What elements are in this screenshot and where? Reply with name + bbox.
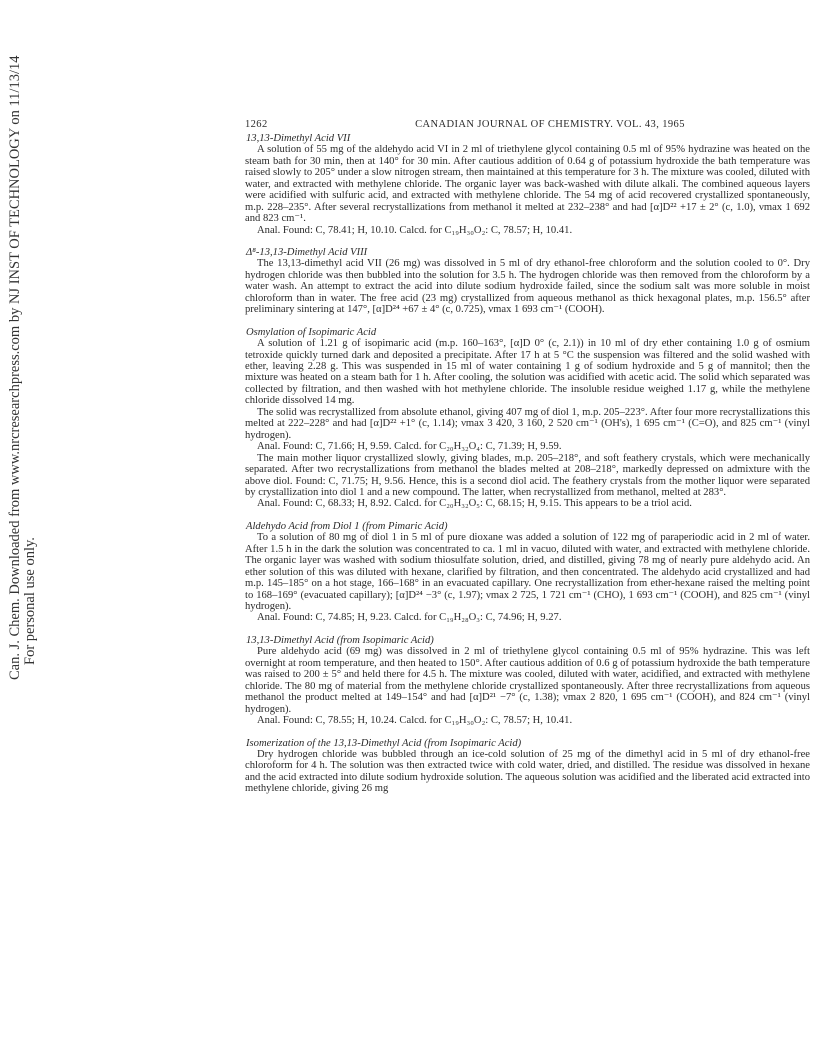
paragraph: The solid was recrystallized from absolute ethanol, giving 407 mg of diol 1, m.p. 205–223°. After four more recrystallizations this melted at 222–228° and had [α]D²² +1° (c, 1.14); νmax 3 420, 3 160, 2 520 cm⁻¹ (OH's), 1 695 cm⁻¹ (C=O), and 825 cm⁻¹ (vinyl hydrogen). <box>245 406 810 441</box>
download-watermark <box>0 0 60 1053</box>
page-number: 1262 <box>245 119 268 130</box>
paragraph: Pure aldehydo acid (69 mg) was dissolved in 2 ml of triethylene glycol containing 0.5 ml of 95% hydrazine. This was left overnight at room temperature, and then heated to 150°. After cautious addition of 0.6 g of potassium hydroxide the bath temperature was raised to 200 ± 5° and held there for 4.5 h. The mixture was cooled, diluted with water, acidified, and extracted with methylene chloride. The 80 mg of material from the methylene chloride crystallized spontaneously. After three recrystallizations from aqueous methanol the product melted at 149–154° and had [α]D²¹ −7° (c, 1.38); νmax 2 820, 1 695 cm⁻¹ (COOH), and 824 cm⁻¹ (vinyl hydrogen). <box>245 646 810 715</box>
running-header <box>245 119 810 133</box>
section-title: 13,13-Dimethyl Acid VII <box>246 133 351 144</box>
analysis-line: Anal. Found: C, 71.66; H, 9.59. Calcd. for C₂₀H₃₂O₄: C, 71.39; H, 9.59. <box>257 441 562 453</box>
section-osmylation <box>245 327 810 510</box>
download-notice: Can. J. Chem. Downloaded from www.nrcresearchpress.com by NJ INST OF TECHNOLOGY on 11/13/14 <box>7 55 23 680</box>
analysis-line: Anal. Found: C, 78.41; H, 10.10. Calcd. for C₁₉H₃₀O₂: C, 78.57; H, 10.41. <box>257 224 573 236</box>
analysis-line: Anal. Found: C, 74.85; H, 9.23. Calcd. for C₁₉H₂₈O₃: C, 74.96; H, 9.27. <box>257 612 562 624</box>
section-aldehydo-acid <box>245 521 810 624</box>
section-title: Isomerization of the 13,13-Dimethyl Acid (from Isopimaric Acid) <box>246 737 522 749</box>
paragraph: A solution of 1.21 g of isopimaric acid (m.p. 160–163°, [α]D 0° (c, 2.1)) in 10 ml of dry ether containing 1.0 g of osmium tetroxide quickly turned dark and deposited a precipitate. After 17 h at 5 °C the suspension was filtered and the solid washed with ether, leaving 2.28 g. This was suspended in 15 ml of water containing 1 g of sodium hydroxide and 5 g of mannitol; then the mixture was heated on a steam bath for 1 h. After cooling, the solution was acidified with acetic acid. The solid which separated was collected by filtration, and then washed with hot methylene chloride. The insoluble residue weighed 1.17 g, while the methylene chloride dissolved 14 mg. <box>245 338 810 407</box>
section-13-13-dimethyl-acid-isopimaric <box>245 635 810 727</box>
paragraph: The main mother liquor crystallized slowly, giving blades, m.p. 205–218°, and soft feathery crystals, which were mechanically separated. After two recrystallizations from methanol the blades melted at 208–218°, markedly depressed on admixture with the above diol. Found: C, 71.75; H, 9.56. Hence, this is a second diol acid. The feathery crystals from the mother liquor were separated by crystallization into diol 1 and a new compound. The latter, when recrystallized from methanol, melted at 283°. <box>245 452 810 498</box>
analysis-line: Anal. Found: C, 68.33; H, 8.92. Calcd. for C₂₀H₃₂O₅: C, 68.15; H, 9.15. This appears to be a triol acid. <box>257 498 692 510</box>
section-delta8-dimethyl-acid-viii <box>245 247 810 316</box>
section-isomerization <box>245 738 810 795</box>
analysis-line: Anal. Found: C, 78.55; H, 10.24. Calcd. for C₁₉H₃₀O₂: C, 78.57; H, 10.41. <box>257 715 573 727</box>
section-title: Aldehydo Acid from Diol 1 (from Pimaric Acid) <box>246 520 448 532</box>
paragraph: Dry hydrogen chloride was bubbled through an ice-cold solution of 25 mg of the dimethyl acid in 5 ml of dry ethanol-free chloroform for 4 h. The solution was then extracted twice with cold water, dried, and distilled. The residue was dissolved in hexane and the acid extracted into dilute sodium hydroxide solution. The aqueous solution was acidified and the liberated acid extracted into methylene chloride, giving 26 mg <box>245 748 810 795</box>
personal-use-notice: For personal use only. <box>22 537 38 665</box>
section-title: 13,13-Dimethyl Acid (from Isopimaric Acid) <box>246 634 434 646</box>
journal-title: CANADIAN JOURNAL OF CHEMISTRY. VOL. 43, 1965 <box>415 119 685 130</box>
section-13-13-dimethyl-acid-vii <box>245 133 810 236</box>
journal-page <box>245 119 810 795</box>
paragraph: To a solution of 80 mg of diol 1 in 5 ml of pure dioxane was added a solution of 122 mg of paraperiodic acid in 2 ml of water. After 1.5 h in the dark the solution was concentrated to ca. 1 ml in vacuo, diluted with water, and extracted with methylene chloride. The organic layer was washed with sodium thiosulfate solution, dried, and distilled, giving 78 mg of nearly pure aldehydo acid. An ether solution of this was diluted with hexane, clarified by filtration, and then concentrated. The aldehydo acid crystallized and had m.p. 145–185° on a hot stage, 166–168° in an evacuated capillary. One recrystallization from ether-hexane raised the melting point to 168–169° (evacuated capillary); [α]D²⁴ −3° (c, 1.97); νmax 2 725, 1 721 cm⁻¹ (CHO), 1 693 cm⁻¹ (COOH), and 825 cm⁻¹ (vinyl hydrogen). <box>245 532 810 613</box>
paragraph: A solution of 55 mg of the aldehydo acid VI in 2 ml of triethylene glycol containing 0.5 ml of 95% hydrazine was heated on the steam bath for 30 min, then at 140° for 30 min. After cautious addition of 0.64 g of potassium hydroxide the bath temperature was raised slowly to 205° under a slow nitrogen stream, then maintained at this temperature for 3 h. The mixture was cooled, diluted with water, and extracted with methylene chloride. The organic layer was back-washed with dilute alkali. The combined aqueous layers were acidified with sulfuric acid, and extracted with methylene chloride. The 54 mg of acid recovered crystallized spontaneously, m.p. 228–235°. After several recrystallizations from methanol it melted at 232–238° and had [α]D²² +17 ± 2° (c, 1.0), νmax 1 692 and 823 cm⁻¹. <box>245 144 810 225</box>
section-title: Δ⁸-13,13-Dimethyl Acid VIII <box>246 247 368 259</box>
paragraph: The 13,13-dimethyl acid VII (26 mg) was dissolved in 5 ml of dry ethanol-free chloroform and the solution cooled to 0°. Dry hydrogen chloride was then bubbled into the solution for 3.5 h. The hydrogen chloride was then removed from the chloroform by a water wash. An attempt to extract the acid into dilute sodium hydroxide failed, since the sodium salt was more soluble in moist chloroform than in water. The free acid (23 mg) crystallized from aqueous methanol as thick hexagonal plates, m.p. 156.5° after preliminary sintering at 147°, [α]D²⁴ +67 ± 4° (c, 0.725), νmax 1 693 cm⁻¹ (COOH). <box>245 258 810 316</box>
section-title: Osmylation of Isopimaric Acid <box>246 326 377 338</box>
